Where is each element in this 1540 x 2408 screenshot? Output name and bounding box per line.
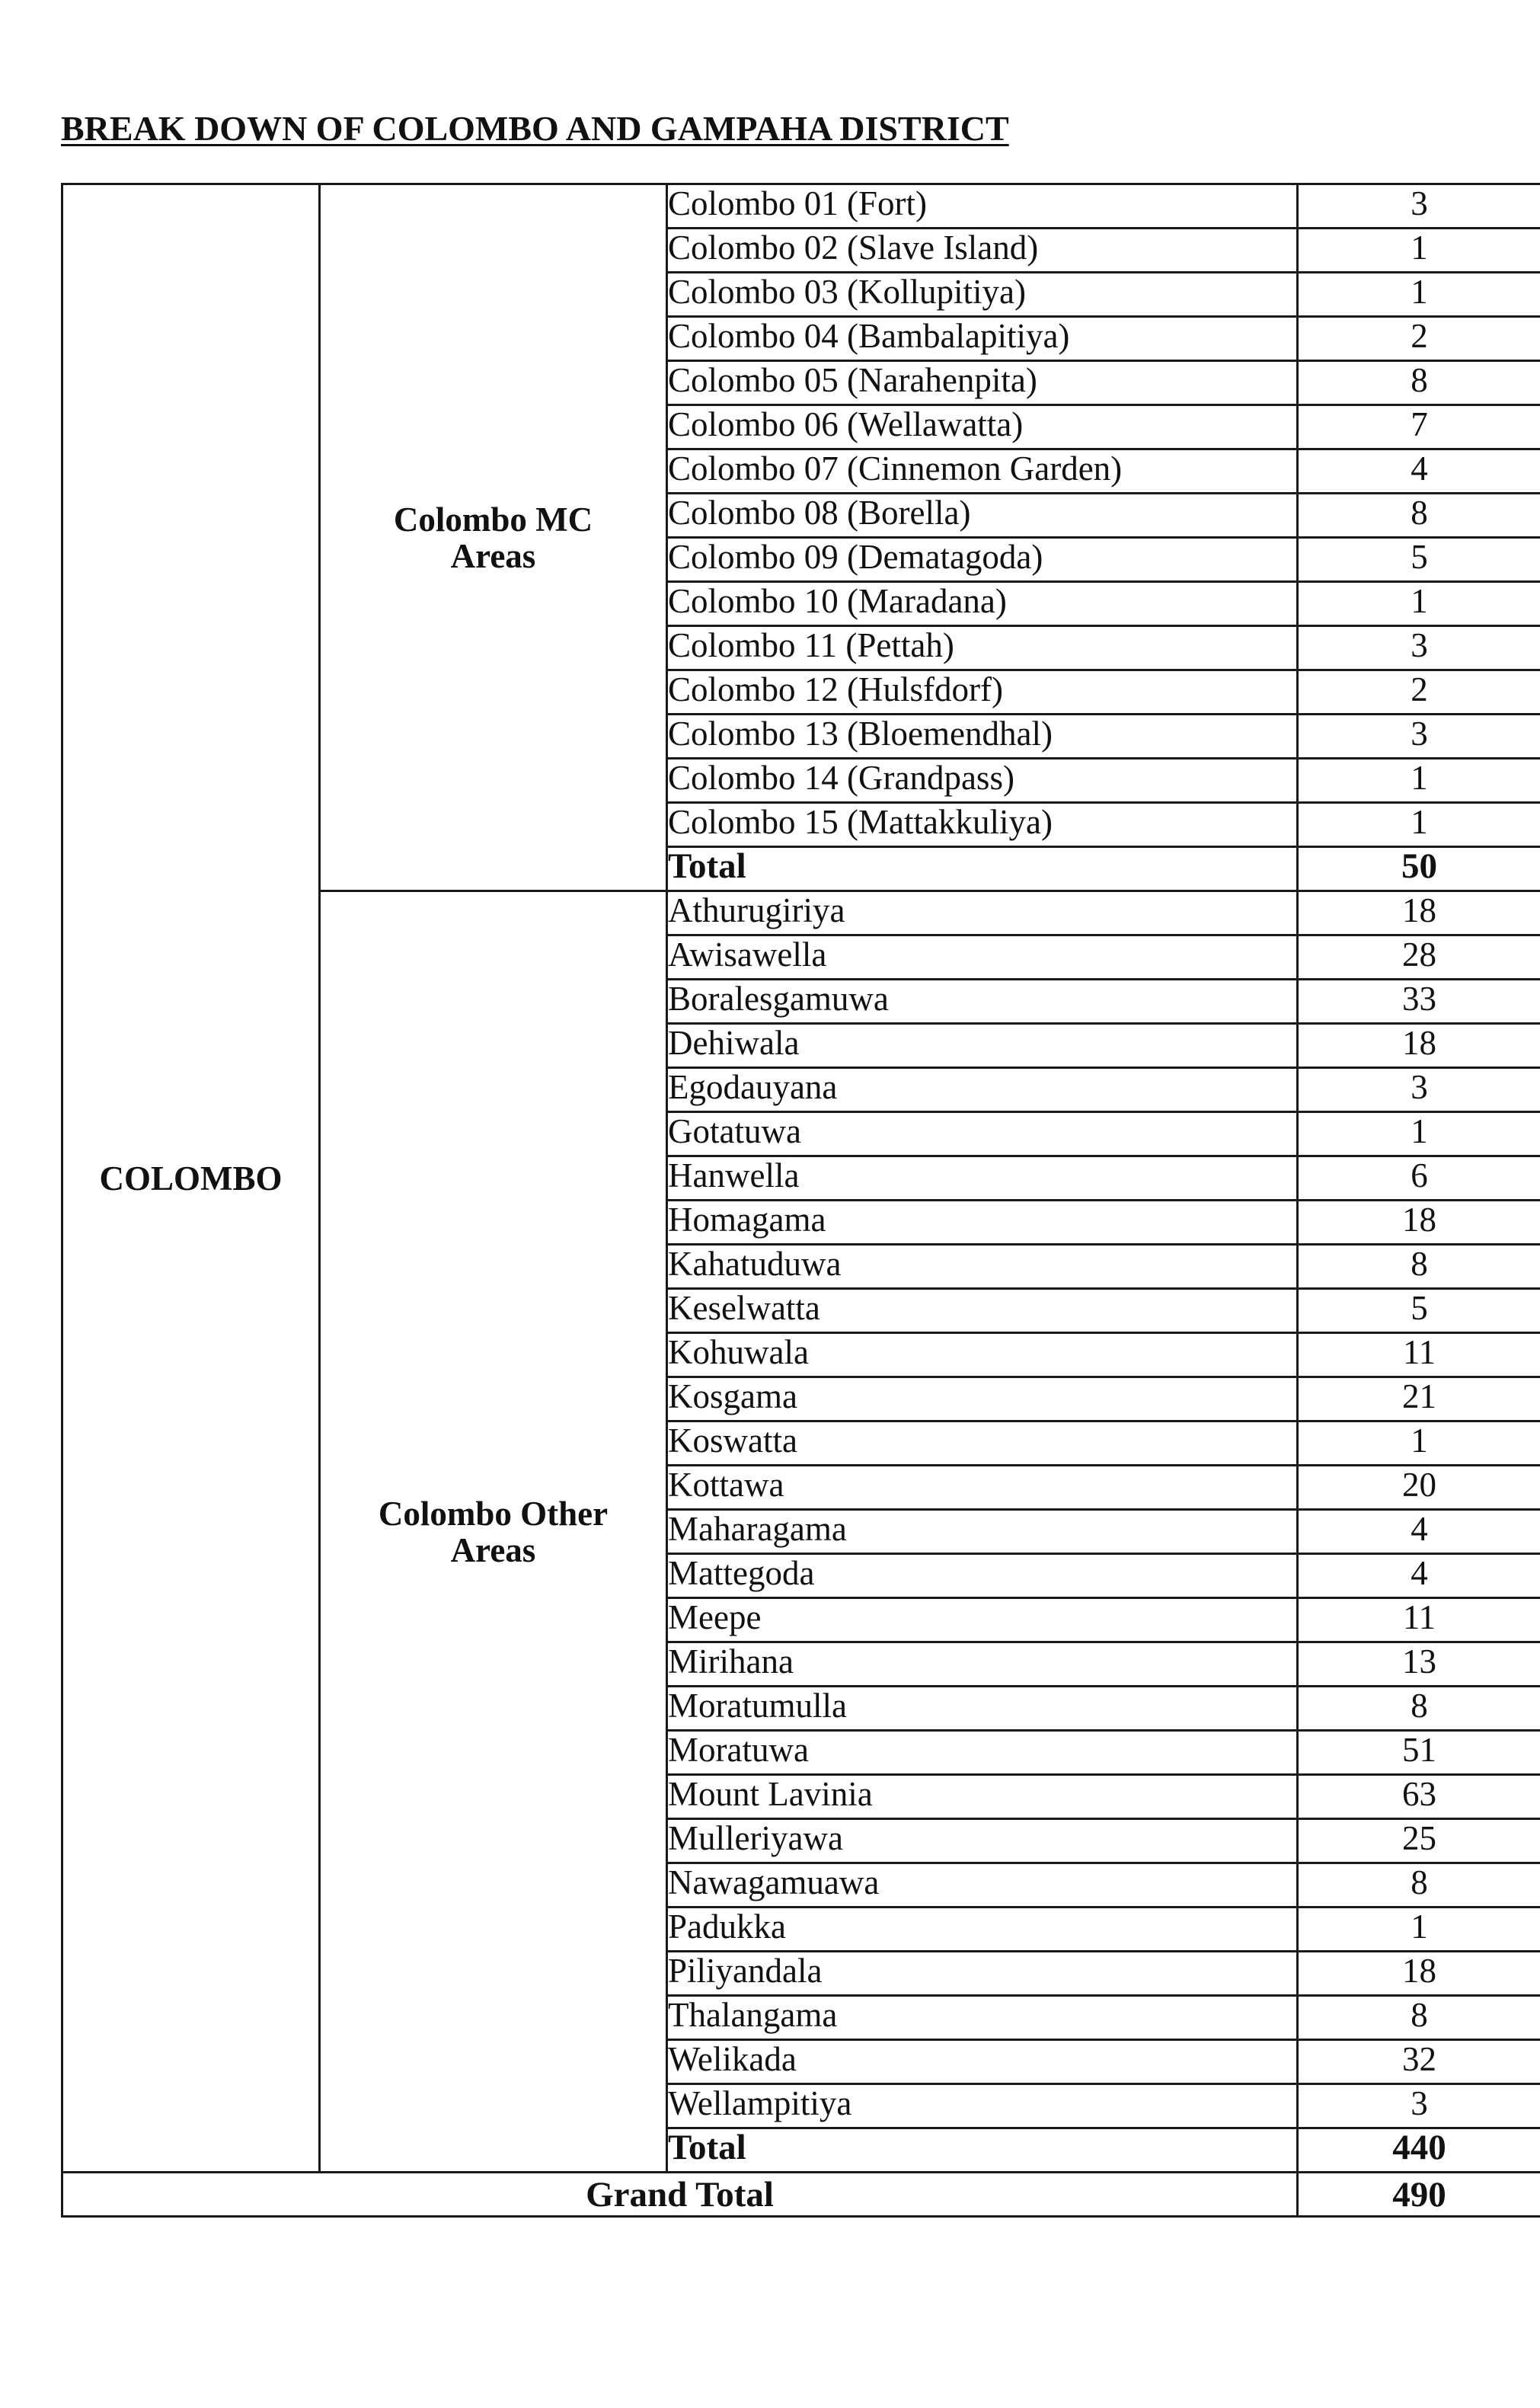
area-count-cell: 8 bbox=[1298, 361, 1540, 405]
area-count-cell: 1 bbox=[1298, 759, 1540, 803]
area-name-cell: Meepe bbox=[667, 1598, 1298, 1642]
grand-total-value: 490 bbox=[1298, 2173, 1540, 2217]
area-count-cell: 2 bbox=[1298, 317, 1540, 361]
area-name-cell: Kahatuduwa bbox=[667, 1245, 1298, 1289]
grand-total-row bbox=[62, 2173, 1540, 2217]
subtotal-label: Total bbox=[667, 2128, 1298, 2173]
area-count-cell: 6 bbox=[1298, 1156, 1540, 1201]
area-name-cell: Colombo 04 (Bambalapitiya) bbox=[667, 317, 1298, 361]
subtotal-label: Total bbox=[667, 847, 1298, 891]
area-name-cell: Awisawella bbox=[667, 935, 1298, 980]
area-name-cell: Colombo 02 (Slave Island) bbox=[667, 229, 1298, 273]
area-name-cell: Colombo 13 (Bloemendhal) bbox=[667, 715, 1298, 759]
area-name-cell: Maharagama bbox=[667, 1510, 1298, 1554]
area-name-cell: Colombo 10 (Maradana) bbox=[667, 582, 1298, 626]
grand-total-label: Grand Total bbox=[62, 2173, 1298, 2217]
district-cell: COLOMBO bbox=[62, 184, 320, 2173]
area-count-cell: 7 bbox=[1298, 405, 1540, 449]
area-count-cell: 4 bbox=[1298, 1510, 1540, 1554]
area-name-cell: Colombo 03 (Kollupitiya) bbox=[667, 273, 1298, 317]
area-count-cell: 11 bbox=[1298, 1333, 1540, 1377]
area-count-cell: 51 bbox=[1298, 1731, 1540, 1775]
area-name-cell: Mattegoda bbox=[667, 1554, 1298, 1598]
area-name-cell: Kosgama bbox=[667, 1377, 1298, 1421]
area-name-cell: Koswatta bbox=[667, 1421, 1298, 1466]
area-name-cell: Piliyandala bbox=[667, 1952, 1298, 1996]
area-count-cell: 18 bbox=[1298, 1024, 1540, 1068]
area-name-cell: Colombo 15 (Mattakkuliya) bbox=[667, 803, 1298, 847]
area-name-cell: Keselwatta bbox=[667, 1289, 1298, 1333]
area-count-cell: 1 bbox=[1298, 582, 1540, 626]
area-name-cell: Colombo 11 (Pettah) bbox=[667, 626, 1298, 670]
area-count-cell: 3 bbox=[1298, 1068, 1540, 1112]
area-count-cell: 25 bbox=[1298, 1819, 1540, 1863]
group-name-cell: Colombo MC Areas bbox=[320, 184, 667, 891]
area-count-cell: 8 bbox=[1298, 1863, 1540, 1908]
area-name-cell: Colombo 06 (Wellawatta) bbox=[667, 405, 1298, 449]
area-count-cell: 5 bbox=[1298, 538, 1540, 582]
table-row bbox=[62, 184, 1540, 229]
area-count-cell: 4 bbox=[1298, 1554, 1540, 1598]
area-name-cell: Colombo 12 (Hulsfdorf) bbox=[667, 670, 1298, 715]
group-name-cell: Colombo Other Areas bbox=[320, 891, 667, 2173]
area-name-cell: Colombo 05 (Narahenpita) bbox=[667, 361, 1298, 405]
area-name-cell: Nawagamuawa bbox=[667, 1863, 1298, 1908]
area-name-cell: Hanwella bbox=[667, 1156, 1298, 1201]
area-count-cell: 4 bbox=[1298, 449, 1540, 494]
area-count-cell: 1 bbox=[1298, 1908, 1540, 1952]
area-name-cell: Boralesgamuwa bbox=[667, 980, 1298, 1024]
area-count-cell: 18 bbox=[1298, 891, 1540, 935]
area-count-cell: 21 bbox=[1298, 1377, 1540, 1421]
area-name-cell: Mount Lavinia bbox=[667, 1775, 1298, 1819]
area-count-cell: 5 bbox=[1298, 1289, 1540, 1333]
area-name-cell: Athurugiriya bbox=[667, 891, 1298, 935]
area-name-cell: Colombo 09 (Dematagoda) bbox=[667, 538, 1298, 582]
area-count-cell: 3 bbox=[1298, 184, 1540, 229]
page-title: BREAK DOWN OF COLOMBO AND GAMPAHA DISTRICT bbox=[61, 109, 1009, 148]
area-count-cell: 18 bbox=[1298, 1952, 1540, 1996]
area-count-cell: 20 bbox=[1298, 1466, 1540, 1510]
area-count-cell: 32 bbox=[1298, 2040, 1540, 2084]
area-count-cell: 8 bbox=[1298, 1687, 1540, 1731]
area-name-cell: Kohuwala bbox=[667, 1333, 1298, 1377]
area-name-cell: Moratumulla bbox=[667, 1687, 1298, 1731]
breakdown-table-body bbox=[62, 184, 1540, 2217]
area-name-cell: Padukka bbox=[667, 1908, 1298, 1952]
area-count-cell: 28 bbox=[1298, 935, 1540, 980]
area-name-cell: Mirihana bbox=[667, 1642, 1298, 1687]
area-count-cell: 11 bbox=[1298, 1598, 1540, 1642]
area-name-cell: Egodauyana bbox=[667, 1068, 1298, 1112]
area-count-cell: 1 bbox=[1298, 229, 1540, 273]
area-name-cell: Dehiwala bbox=[667, 1024, 1298, 1068]
breakdown-table bbox=[61, 183, 1540, 2218]
area-name-cell: Gotatuwa bbox=[667, 1112, 1298, 1156]
area-name-cell: Wellampitiya bbox=[667, 2084, 1298, 2128]
area-name-cell: Mulleriyawa bbox=[667, 1819, 1298, 1863]
area-count-cell: 8 bbox=[1298, 494, 1540, 538]
area-name-cell: Kottawa bbox=[667, 1466, 1298, 1510]
area-name-cell: Thalangama bbox=[667, 1996, 1298, 2040]
area-name-cell: Colombo 07 (Cinnemon Garden) bbox=[667, 449, 1298, 494]
area-name-cell: Colombo 14 (Grandpass) bbox=[667, 759, 1298, 803]
area-name-cell: Homagama bbox=[667, 1201, 1298, 1245]
area-count-cell: 3 bbox=[1298, 2084, 1540, 2128]
subtotal-value: 440 bbox=[1298, 2128, 1540, 2173]
area-count-cell: 63 bbox=[1298, 1775, 1540, 1819]
area-count-cell: 8 bbox=[1298, 1245, 1540, 1289]
area-count-cell: 1 bbox=[1298, 803, 1540, 847]
area-count-cell: 33 bbox=[1298, 980, 1540, 1024]
area-count-cell: 3 bbox=[1298, 715, 1540, 759]
area-name-cell: Colombo 08 (Borella) bbox=[667, 494, 1298, 538]
area-name-cell: Moratuwa bbox=[667, 1731, 1298, 1775]
area-count-cell: 3 bbox=[1298, 626, 1540, 670]
area-name-cell: Colombo 01 (Fort) bbox=[667, 184, 1298, 229]
subtotal-value: 50 bbox=[1298, 847, 1540, 891]
area-count-cell: 2 bbox=[1298, 670, 1540, 715]
area-count-cell: 13 bbox=[1298, 1642, 1540, 1687]
area-count-cell: 1 bbox=[1298, 1112, 1540, 1156]
area-count-cell: 18 bbox=[1298, 1201, 1540, 1245]
area-count-cell: 8 bbox=[1298, 1996, 1540, 2040]
area-count-cell: 1 bbox=[1298, 1421, 1540, 1466]
area-count-cell: 1 bbox=[1298, 273, 1540, 317]
area-name-cell: Welikada bbox=[667, 2040, 1298, 2084]
